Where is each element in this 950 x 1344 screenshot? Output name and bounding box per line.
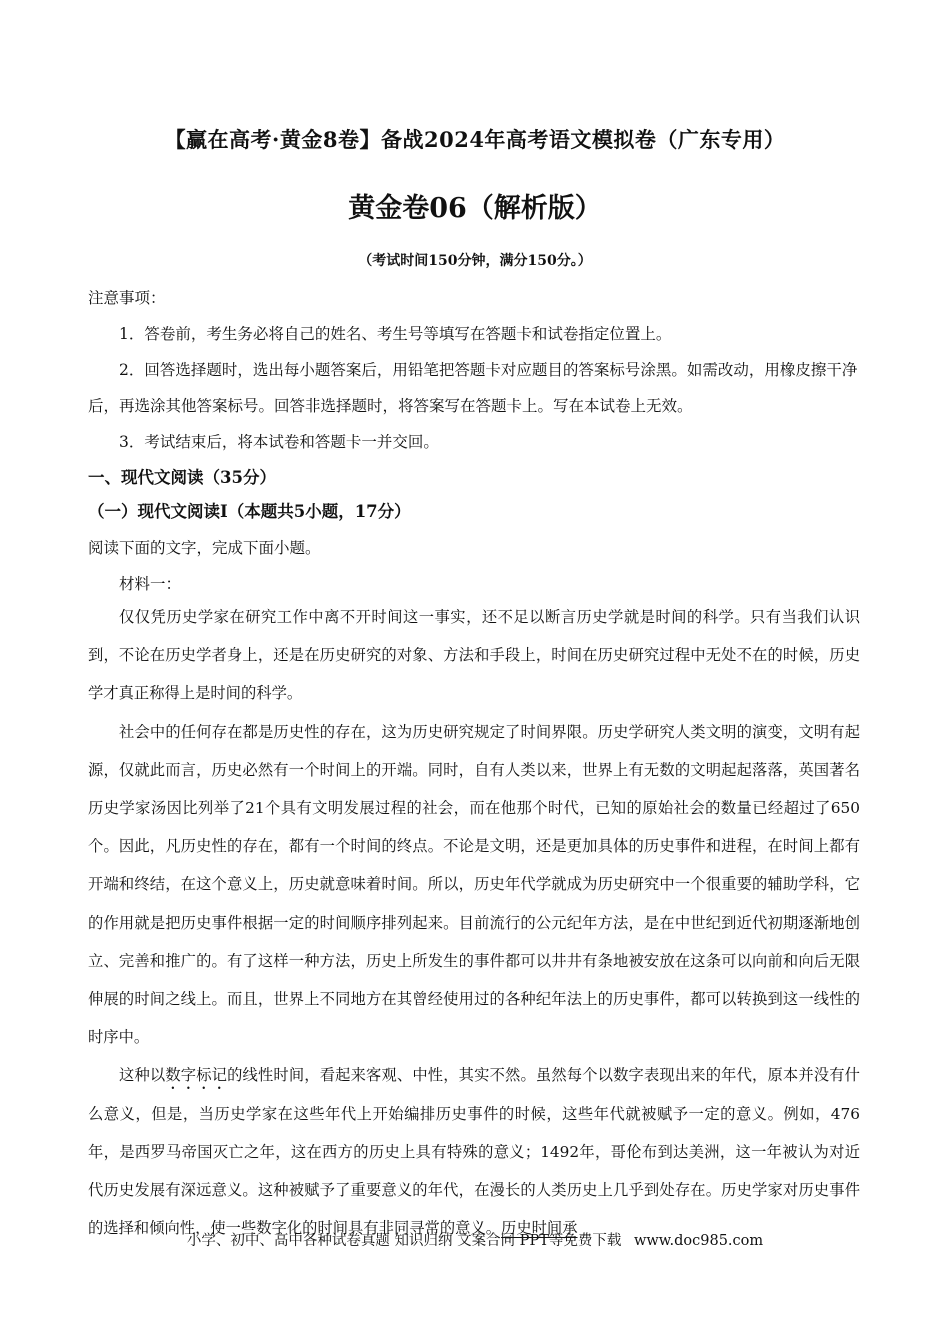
notice-heading: 注意事项： — [88, 289, 166, 307]
passage — [88, 598, 860, 1247]
passage-paragraph-1: 仅仅凭历史学家在研究工作中离不开时间这一事实，还不足以断言历史学就是时间的科学。只有当我们认识到，不论在历史学者身上，还是在历史研究的对象、方法和手段上，时间在历史研究过程中无处不在的时候，历史学才真正称得上是时间的科学。 — [88, 608, 860, 703]
exam-info: （考试时间150分钟，满分150分。） — [358, 253, 592, 269]
notice-item: 3．考试结束后，将本试卷和答题卡一并交回。 — [119, 433, 439, 451]
section-title: 一、现代文阅读（35分） — [88, 468, 276, 487]
paragraph-text: 的线性时间，看起来客观、中性，其实不然。虽然每个以数字表现出来的年代，原本并没有什么意义，但是，当历史学家在这些年代上开始编排历史事件的时候，这些年代就被赋予一定的意义。例如，476年，是西罗马帝国灭亡之年，这在西方的历史上具有特殊的意义；1492年，哥伦布到达美洲，这一年被认为对近代历史发展有深远意义。这种被赋予了重要意义的年代，在漫长的人类历史上几乎到处存在。历史学家对历史事件的选择和倾向性，使一些数字化的时间具有非同寻常的意义。 — [88, 1066, 860, 1238]
notice-item: 2．回答选择题时，选出每小题答案后，用铅笔把答题卡对应题目的答案标号涂黑。如需改动，用橡皮擦干净后，再选涂其他答案标号。回答非选择题时，将答案写在答题卡上。写在本试卷上无效。 — [88, 361, 858, 415]
subsection-title: （一）现代文阅读Ⅰ（本题共5小题，17分） — [88, 502, 411, 521]
material-label: 材料一： — [119, 575, 182, 593]
notice-item: 1．答卷前，考生务必将自己的姓名、考生号等填写在答题卡和试卷指定位置上。 — [119, 325, 672, 343]
emphasized-phrase: 数字标记 — [165, 1066, 228, 1085]
page-footer — [0, 1229, 950, 1250]
passage-paragraph-3 — [88, 1056, 860, 1247]
passage-paragraph-2: 社会中的任何存在都是历史性的存在，这为历史研究规定了时间界限。历史学研究人类文明的演变，文明有起源，仅就此而言，历史必然有一个时间上的开端。同时，自有人类以来，世界上有无数的文明起起落落，英国著名历史学家汤因比列举了21个具有文明发展过程的社会，而在他那个时代，已知的原始社会的数量已经超过了650个。因此，凡历史性的存在，都有一个时间的终点。不论是文明，还是更加具体的历史事件和进程，在时间上都有开端和终结，在这个意义上，历史就意味着时间。所以，历史年代学就成为历史研究中一个很重要的辅助学科，它的作用就是把历史事件根据一定的时间顺序排列起来。目前流行的公元纪年方法，是在中世纪到近代初期逐渐地创立、完善和推广的。有了这样一种方法，历史上所发生的事件都可以井井有条地被安放在这条可以向前和向后无限伸展的时间之线上。而且，世界上不同地方在其曾经使用过的各种纪年法上的历史事件，都可以转换到这一线性的时序中。 — [88, 722, 860, 1047]
paragraph-text: 这种以 — [119, 1066, 166, 1085]
footer-ad-text: 小学、初中、高中各种试卷真题 知识归纳 文案合同 PPT等免费下载 — [186, 1233, 622, 1249]
reading-instruction: 阅读下面的文字，完成下面小题。 — [88, 539, 321, 557]
footer-site-link[interactable]: www.doc985.com — [633, 1233, 764, 1249]
series-title: 【赢在高考·黄金8卷】备战2024年高考语文模拟卷（广东专用） — [164, 127, 786, 152]
main-title: 黄金卷06（解析版） — [348, 193, 602, 224]
underlined-phrase: 历史时间承 — [501, 1219, 578, 1238]
notice-list — [88, 316, 860, 460]
